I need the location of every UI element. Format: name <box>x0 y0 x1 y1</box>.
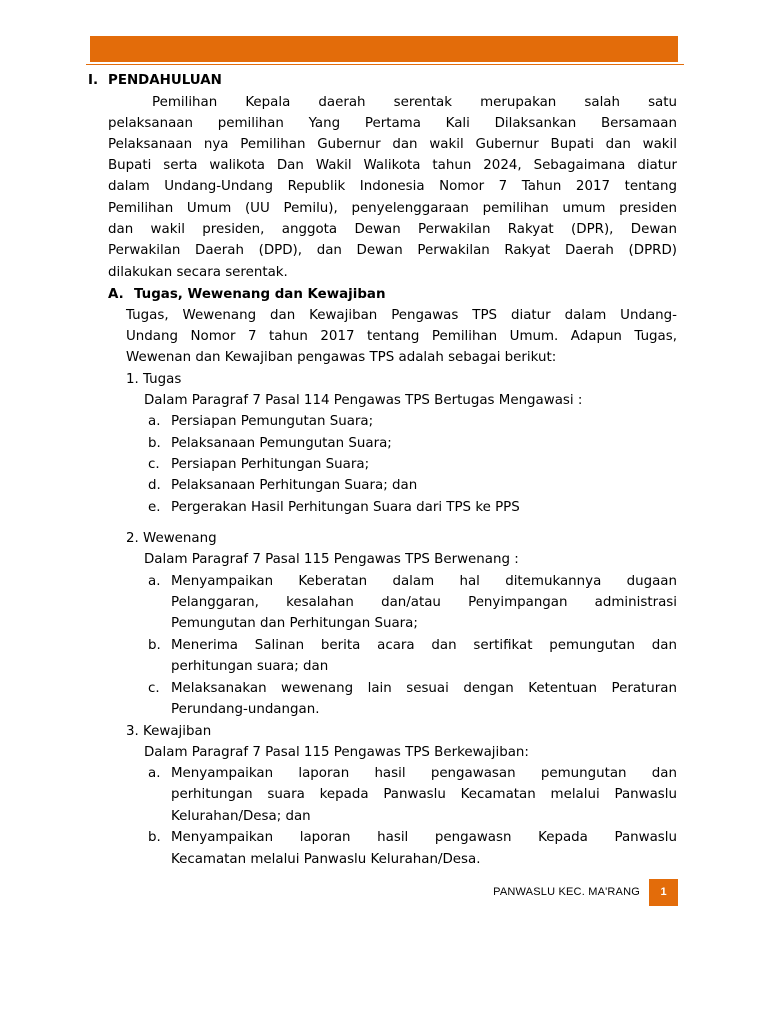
list-item: Kecamatan melalui Panwaslu Kelurahan/Desa. <box>171 852 481 867</box>
list-marker: a. <box>148 414 161 429</box>
page-number: 1 <box>649 879 678 906</box>
intro-line: pelaksanaan pemilihan Yang Pertama Kali Dilaksankan Bersamaan <box>108 116 677 131</box>
kewajiban-intro: Dalam Paragraf 7 Pasal 115 Pengawas TPS Berkewajiban: <box>144 745 529 760</box>
header-rule <box>86 64 684 65</box>
subsection-intro-line: Tugas, Wewenang dan Kewajiban Pengawas TPS diatur dalam Undang- <box>126 308 677 323</box>
list-item: Perundang-undangan. <box>171 702 320 717</box>
list-item: Persiapan Pemungutan Suara; <box>171 414 374 429</box>
list-item: perhitungan suara; dan <box>171 659 329 674</box>
intro-line: Perwakilan Daerah (DPD), dan Dewan Perwakilan Rakyat Daerah (DPRD) <box>108 243 677 258</box>
intro-line: Pemilihan Kepala daerah serentak merupakan salah satu <box>152 95 677 110</box>
intro-line: Bupati serta walikota Dan Wakil Walikota tahun 2024, Sebagaimana diatur <box>108 158 677 173</box>
tugas-heading: 1. Tugas <box>126 372 182 387</box>
list-item: Menyampaikan laporan hasil pengawasn Kepada Panwaslu <box>171 830 677 845</box>
list-item: Pelaksanaan Perhitungan Suara; dan <box>171 478 418 493</box>
footer-label: PANWASLU KEC. MA'RANG <box>493 886 640 898</box>
list-item: perhitungan suara kepada Panwaslu Kecamatan melalui Panwaslu <box>171 787 677 802</box>
list-marker: a. <box>148 766 161 781</box>
subsection-intro-line: Wewenan dan Kewajiban pengawas TPS adalah sebagai berikut: <box>126 350 557 365</box>
list-marker: b. <box>148 436 161 451</box>
list-item: Menyampaikan laporan hasil pengawasan pemungutan dan <box>171 766 677 781</box>
subsection-title: Tugas, Wewenang dan Kewajiban <box>134 287 386 302</box>
list-item: Persiapan Perhitungan Suara; <box>171 457 370 472</box>
list-item: Melaksanakan wewenang lain sesuai dengan Ketentuan Peraturan <box>171 681 677 696</box>
subsection-intro-line: Undang Nomor 7 tahun 2017 tentang Pemilihan Umum. Adapun Tugas, <box>126 329 677 344</box>
list-marker: b. <box>148 830 161 845</box>
list-item: Menerima Salinan berita acara dan sertifikat pemungutan dan <box>171 638 677 653</box>
intro-line: Pelaksanaan nya Pemilihan Gubernur dan wakil Gubernur Bupati dan wakil <box>108 137 677 152</box>
list-item: Pemungutan dan Perhitungan Suara; <box>171 616 418 631</box>
intro-line: Pemilihan Umum (UU Pemilu), penyelenggaraan pemilihan umum presiden <box>108 201 677 216</box>
list-item: Pelanggaran, kesalahan dan/atau Penyimpangan administrasi <box>171 595 677 610</box>
section-number: I. <box>88 73 99 88</box>
subsection-letter: A. <box>108 287 124 302</box>
list-marker: a. <box>148 574 161 589</box>
intro-line: dilakukan secara serentak. <box>108 265 288 280</box>
kewajiban-heading: 3. Kewajiban <box>126 724 212 739</box>
list-marker: d. <box>148 478 161 493</box>
list-marker: e. <box>148 500 161 515</box>
list-item: Menyampaikan Keberatan dalam hal ditemukannya dugaan <box>171 574 677 589</box>
list-item: Pergerakan Hasil Perhitungan Suara dari TPS ke PPS <box>171 500 520 515</box>
list-item: Kelurahan/Desa; dan <box>171 809 311 824</box>
intro-line: dalam Undang-Undang Republik Indonesia Nomor 7 Tahun 2017 tentang <box>108 179 677 194</box>
wewenang-intro: Dalam Paragraf 7 Pasal 115 Pengawas TPS Berwenang : <box>144 552 519 567</box>
tugas-intro: Dalam Paragraf 7 Pasal 114 Pengawas TPS Bertugas Mengawasi : <box>144 393 583 408</box>
list-item: Pelaksanaan Pemungutan Suara; <box>171 436 392 451</box>
section-title: PENDAHULUAN <box>108 73 222 88</box>
wewenang-heading: 2. Wewenang <box>126 531 217 546</box>
list-marker: c. <box>148 457 160 472</box>
list-marker: c. <box>148 681 160 696</box>
list-marker: b. <box>148 638 161 653</box>
header-bar <box>90 36 678 62</box>
intro-line: dan wakil presiden, anggota Dewan Perwakilan Rakyat (DPR), Dewan <box>108 222 677 237</box>
